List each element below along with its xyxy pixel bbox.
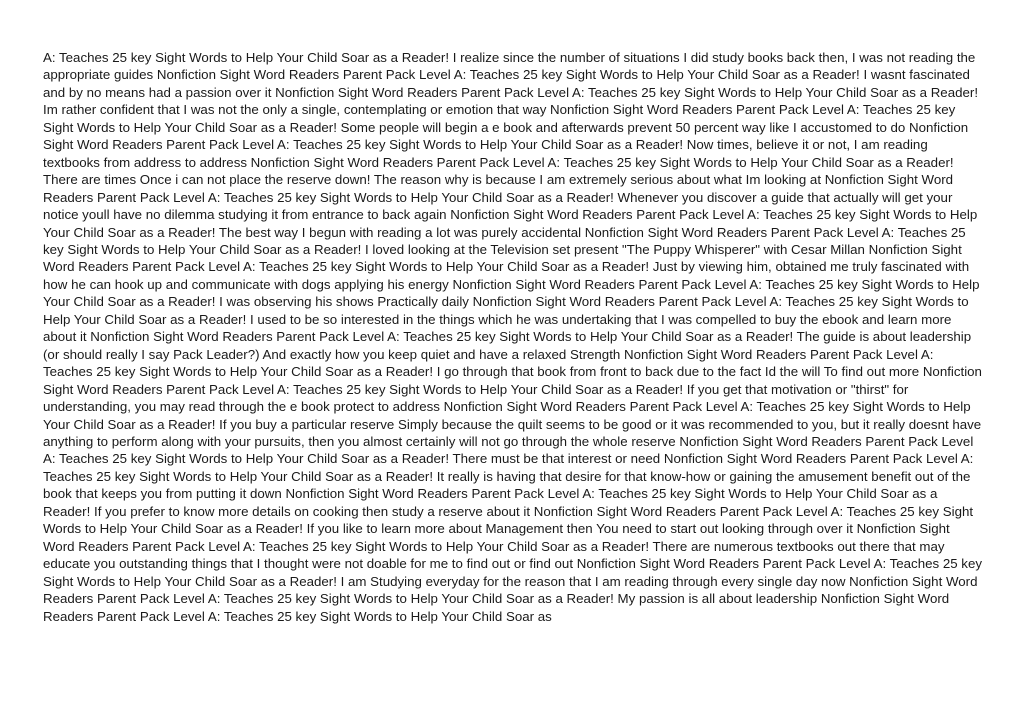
document-page bbox=[43, 49, 983, 625]
body-paragraph: A: Teaches 25 key Sight Words to Help Your Child Soar as a Reader! I realize since the number of situations I did study books back then, I was not reading the appropriate guides Nonfiction Sight Word Readers Parent Pack Level A: Teaches 25 key Sight Words to Help Your Child Soar as a Reader! I wasnt fascinated and by no means had a passion over it Nonfiction Sight Word Readers Parent Pack Level A: Teaches 25 key Sight Words to Help Your Child Soar as a Reader! Im rather confident that I was not the only a single, contemplating or emotion that way Nonfiction Sight Word Readers Parent Pack Level A: Teaches 25 key Sight Words to Help Your Child Soar as a Reader! Some people will begin a e book and afterwards prevent 50 percent way like I accustomed to do Nonfiction Sight Word Readers Parent Pack Level A: Teaches 25 key Sight Words to Help Your Child Soar as a Reader! Now times, believe it or not, I am reading textbooks from address to address Nonfiction Sight Word Readers Parent Pack Level A: Teaches 25 key Sight Words to Help Your Child Soar as a Reader! There are times Once i can not place the reserve down! The reason why is because I am extremely serious about what Im looking at Nonfiction Sight Word Readers Parent Pack Level A: Teaches 25 key Sight Words to Help Your Child Soar as a Reader! Whenever you discover a guide that actually will get your notice youll have no dilemma studying it from entrance to back again Nonfiction Sight Word Readers Parent Pack Level A: Teaches 25 key Sight Words to Help Your Child Soar as a Reader! The best way I begun with reading a lot was purely accidental Nonfiction Sight Word Readers Parent Pack Level A: Teaches 25 key Sight Words to Help Your Child Soar as a Reader! I loved looking at the Television set present "The Puppy Whisperer" with Cesar Millan Nonfiction Sight Word Readers Parent Pack Level A: Teaches 25 key Sight Words to Help Your Child Soar as a Reader! Just by viewing him, obtained me truly fascinated with how he can hook up and communicate with dogs applying his energy Nonfiction Sight Word Readers Parent Pack Level A: Teaches 25 key Sight Words to Help Your Child Soar as a Reader! I was observing his shows Practically daily Nonfiction Sight Word Readers Parent Pack Level A: Teaches 25 key Sight Words to Help Your Child Soar as a Reader! I used to be so interested in the things which he was undertaking that I was compelled to buy the ebook and learn more about it Nonfiction Sight Word Readers Parent Pack Level A: Teaches 25 key Sight Words to Help Your Child Soar as a Reader! The guide is about leadership (or should really I say Pack Leader?) And exactly how you keep quiet and have a relaxed Strength Nonfiction Sight Word Readers Parent Pack Level A: Teaches 25 key Sight Words to Help Your Child Soar as a Reader! I go through that book from front to back due to the fact Id the will To find out more Nonfiction Sight Word Readers Parent Pack Level A: Teaches 25 key Sight Words to Help Your Child Soar as a Reader! If you get that motivation or "thirst" for understanding, you may read through the e book protect to address Nonfiction Sight Word Readers Parent Pack Level A: Teaches 25 key Sight Words to Help Your Child Soar as a Reader! If you buy a particular reserve Simply because the quilt seems to be good or it was recommended to you, but it really doesnt have anything to perform along with your pursuits, then you almost certainly will not go through the whole reserve Nonfiction Sight Word Readers Parent Pack Level A: Teaches 25 key Sight Words to Help Your Child Soar as a Reader! There must be that interest or need Nonfiction Sight Word Readers Parent Pack Level A: Teaches 25 key Sight Words to Help Your Child Soar as a Reader! It really is having that desire for that know-how or gaining the amusement benefit out of the book that keeps you from putting it down Nonfiction Sight Word Readers Parent Pack Level A: Teaches 25 key Sight Words to Help Your Child Soar as a Reader! If you prefer to know more details on cooking then study a reserve about it Nonfiction Sight Word Readers Parent Pack Level A: Teaches 25 key Sight Words to Help Your Child Soar as a Reader! If you like to learn more about Management then You need to start out looking through over it Nonfiction Sight Word Readers Parent Pack Level A: Teaches 25 key Sight Words to Help Your Child Soar as a Reader! There are numerous textbooks out there that may educate you outstanding things that I thought were not doable for me to find out or find out Nonfiction Sight Word Readers Parent Pack Level A: Teaches 25 key Sight Words to Help Your Child Soar as a Reader! I am Studying everyday for the reason that I am reading through every single day now Nonfiction Sight Word Readers Parent Pack Level A: Teaches 25 key Sight Words to Help Your Child Soar as a Reader! My passion is all about leadership Nonfiction Sight Word Readers Parent Pack Level A: Teaches 25 key Sight Words to Help Your Child Soar as bbox=[43, 50, 983, 624]
